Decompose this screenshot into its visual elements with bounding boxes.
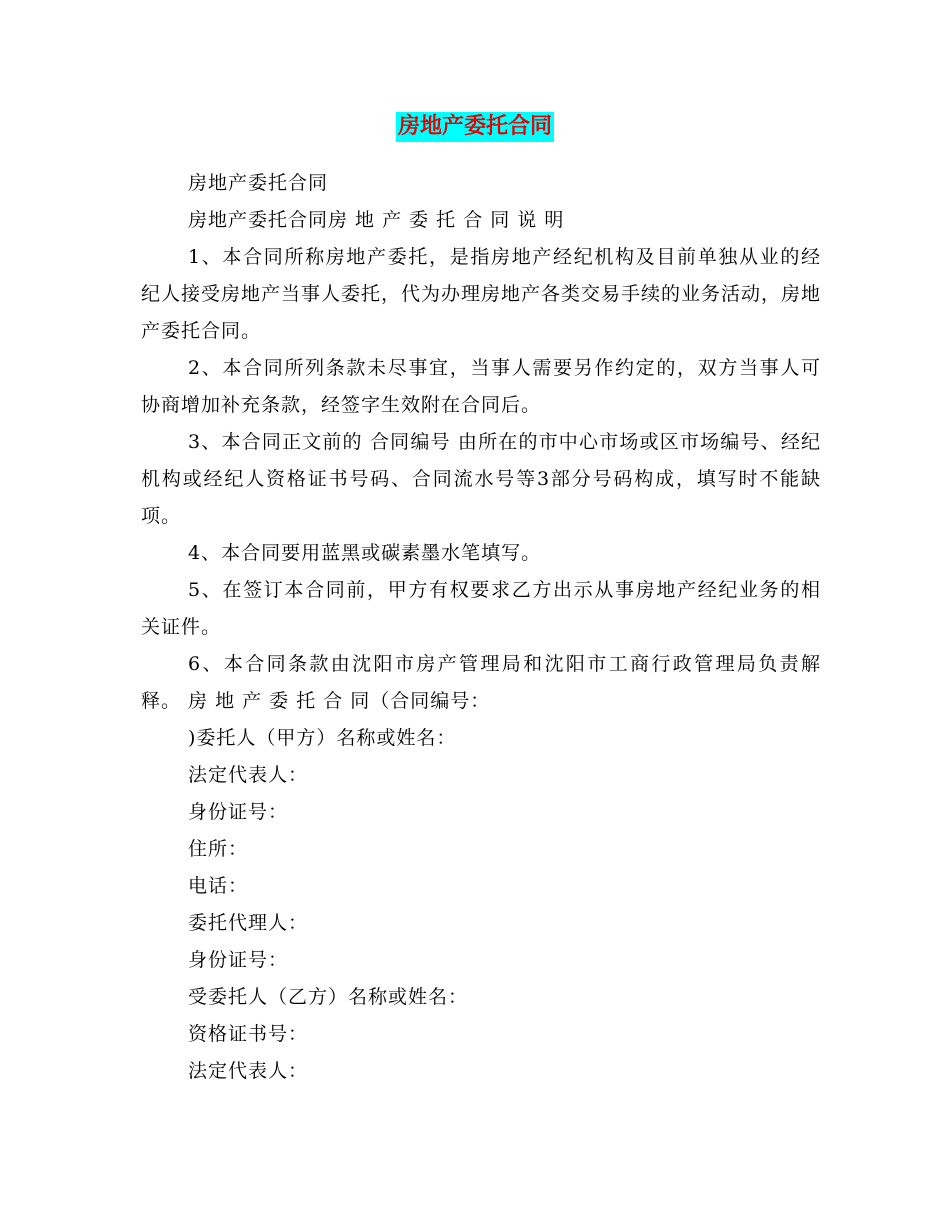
form-field-line: )委托人（甲方）名称或姓名： [188, 727, 457, 749]
title-row [0, 112, 950, 142]
document-body [141, 165, 821, 1090]
form-field-line: 身份证号： [188, 949, 289, 971]
form-field-line: 资格证书号： [188, 1023, 309, 1045]
form-field-line: 法定代表人： [188, 764, 309, 786]
form-field-line: 委托代理人： [188, 912, 309, 934]
paragraph: 5、在签订本合同前，甲方有权要求乙方出示从事房地产经纪业务的相关证件。 [141, 579, 821, 638]
document-title: 房地产委托合同 [396, 112, 554, 142]
form-field-line: 电话： [188, 875, 249, 897]
form-field-line: 受委托人（乙方）名称或姓名： [188, 986, 469, 1008]
form-field-line: 法定代表人： [188, 1060, 309, 1082]
paragraph: 1、本合同所称房地产委托，是指房地产经纪机构及目前单独从业的经纪人接受房地产当事人委托，代为办理房地产各类交易手续的业务活动，房地产委托合同。 [141, 246, 822, 342]
form-field-line: 身份证号： [188, 801, 289, 823]
paragraph: 房地产委托合同 [188, 172, 329, 194]
paragraph: 房地产委托合同房 地 产 委 托 合 同 说 明 [188, 209, 565, 231]
form-field-line: 住所： [188, 838, 249, 860]
paragraph: 2、本合同所列条款未尽事宜，当事人需要另作约定的，双方当事人可协商增加补充条款，经签字生效附在合同后。 [141, 357, 821, 416]
paragraph: 6、本合同条款由沈阳市房产管理局和沈阳市工商行政管理局负责解释。 房 地 产 委 托 合 同（合同编号： [141, 653, 821, 712]
paragraph: 4、本合同要用蓝黑或碳素墨水笔填写。 [188, 542, 542, 564]
paragraph: 3、本合同正文前的 合同编号 由所在的市中心市场或区市场编号、经纪机构或经纪人资格证书号码、合同流水号等3部分号码构成，填写时不能缺项。 [141, 431, 821, 527]
